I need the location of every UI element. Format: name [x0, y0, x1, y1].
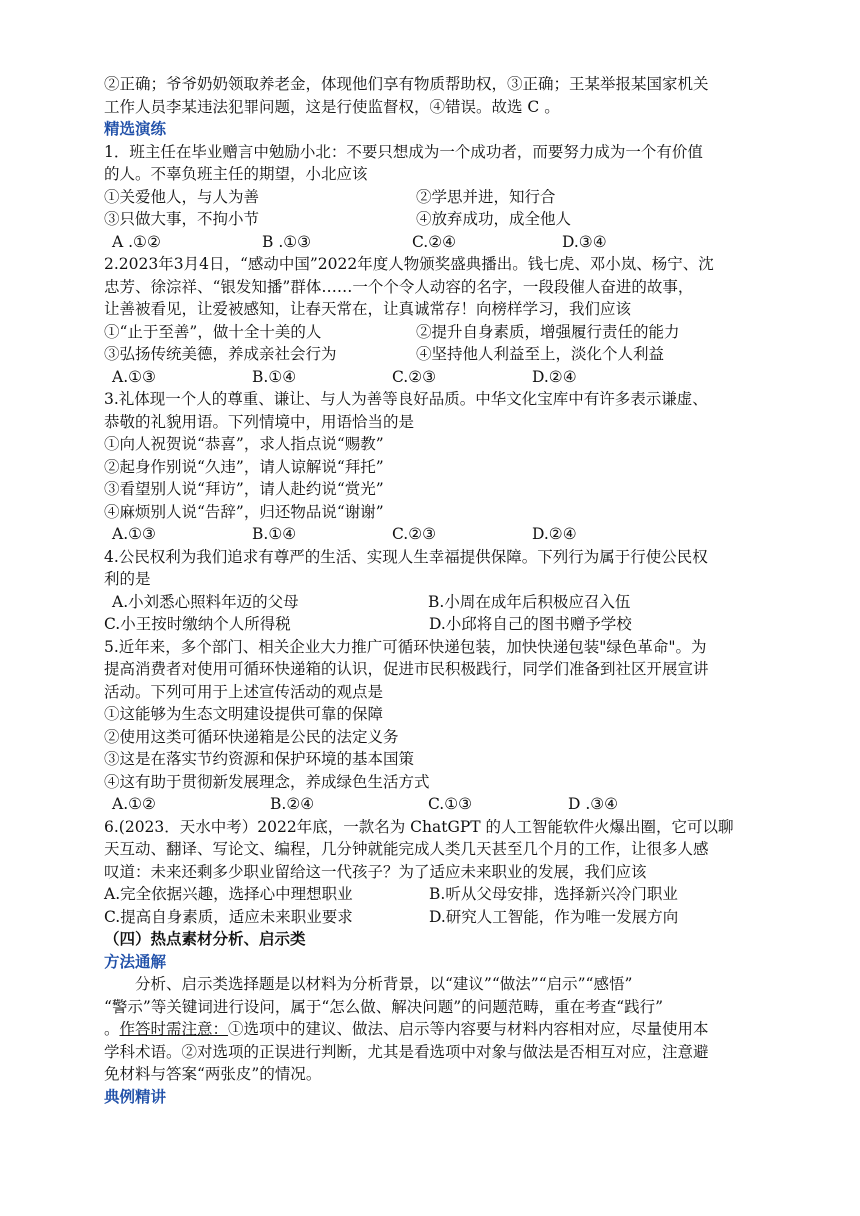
method-line-5: 免材料与答案“两张皮”的情况。 — [104, 1065, 322, 1083]
q4-stem-line-2: 利的是 — [104, 570, 151, 588]
q2-statement-3: ③弘扬传统美德，养成亲社会行为 — [104, 345, 337, 363]
q1-statement-3: ③只做大事，不拘小节 — [104, 210, 260, 228]
q6-choices-row-2 — [104, 906, 764, 929]
q1-statements-row-1 — [104, 186, 764, 209]
q3-statement-3: ③看望别人说“拜访”，请人赴约说“赏光” — [104, 480, 384, 498]
q1-choice-a: A .①② — [112, 232, 161, 251]
q5-choice-b: B.②④ — [270, 795, 315, 813]
method-line-1: 分析、启示类选择题是以材料为分析背景，以“建议”“做法”“启示”“感悟” — [135, 975, 633, 993]
intro-line-1: ②正确；爷爷奶奶领取养老金，体现他们享有物质帮助权，③正确；王某举报某国家机关 — [104, 75, 709, 93]
q3-choices — [104, 523, 764, 546]
q3-statement-2: ②起身作别说“久违”，请人谅解说“拜托” — [104, 457, 384, 476]
intro-line-2: 工作人员李某违法犯罪问题，这是行使监督权，④错误。故选 C 。 — [104, 97, 560, 116]
q6-choice-a: A.完全依据兴趣，选择心中理想职业 — [104, 885, 353, 903]
q2-statements-row-1 — [104, 321, 764, 344]
q1-stem-line-1: 1．班主任在毕业赠言中勉励小北：不要只想成为一个成功者，而要努力成为一个有价值 — [104, 142, 703, 161]
q6-stem-line-2: 天互动、翻译、写论文、编程，几分钟就能完成人类几天甚至几个月的工作，让很多人感 — [104, 840, 709, 858]
q4-choice-a: A.小刘悉心照料年迈的父母 — [112, 592, 299, 611]
q1-choice-c: C.②④ — [412, 232, 457, 251]
q5-stem-line-3: 活动。下列可用于上述宣传活动的观点是 — [104, 682, 384, 701]
q1-statement-4: ④放弃成功，成全他人 — [416, 210, 572, 228]
q1-choice-d: D.③④ — [562, 232, 607, 251]
document-page — [104, 73, 764, 1108]
q3-choice-c: C.②③ — [392, 525, 437, 543]
q2-choices — [104, 366, 764, 389]
method-line-3-prefix: 。 — [104, 1020, 120, 1038]
q3-choice-b: B.①④ — [252, 525, 297, 543]
q1-choices — [104, 231, 764, 254]
q5-choices — [104, 793, 764, 816]
q2-choice-b: B.①④ — [252, 367, 297, 386]
method-note-label: 作答时需注意： — [119, 1020, 229, 1038]
q2-statement-4: ④坚持他人利益至上，淡化个人利益 — [416, 345, 665, 363]
q2-choice-c: C.②③ — [392, 367, 437, 386]
method-line-3 — [104, 1018, 764, 1041]
q5-statement-1: ①这能够为生态文明建设提供可靠的保障 — [104, 705, 384, 723]
q6-choice-d: D.研究人工智能，作为唯一发展方向 — [429, 907, 679, 926]
section-heading-examples: 典例精讲 — [104, 1087, 167, 1106]
q2-statements-row-2 — [104, 343, 764, 366]
q2-statement-2: ②提升自身素质，增强履行责任的能力 — [416, 322, 680, 341]
q3-choice-d: D.②④ — [532, 525, 577, 543]
q6-stem-line-3: 叹道：未来还剩多少职业留给这一代孩子？为了适应未来职业的发展，我们应该 — [104, 862, 647, 881]
method-line-3-text: ①选项中的建议、做法、启示等内容要与材料内容相对应，尽量使用本 — [228, 1020, 709, 1038]
q4-choice-c: C.小王按时缴纳个人所得税 — [104, 615, 291, 633]
q5-choice-c: C.①③ — [428, 795, 473, 813]
q2-stem-line-1: 2.2023年3月4日，“感动中国”2022年度人物颁奖盛典播出。钱七虎、邓小岚、杨宁、沈 — [104, 255, 714, 273]
q3-choice-a: A.①③ — [112, 525, 156, 543]
q1-statement-2: ②学思并进，知行合 — [416, 187, 556, 206]
q6-choice-c: C.提高自身素质，适应未来职业要求 — [104, 907, 353, 926]
section-heading-method: 方法通解 — [104, 952, 167, 971]
q6-choices-row-1 — [104, 883, 764, 906]
q5-choice-a: A.①② — [112, 795, 156, 813]
q3-stem-line-1: 3.礼体现一个人的尊重、谦让、与人为善等良好品质。中华文化宝库中有许多表示谦虚、 — [104, 390, 708, 408]
q1-statements-row-2 — [104, 208, 764, 231]
q4-choice-b: B.小周在成年后积极应召入伍 — [428, 592, 631, 611]
method-line-2: “警示”等关键词进行设问，属于“怎么做、解决问题”的问题范畴，重在考查“践行” — [104, 997, 664, 1016]
q3-statement-1: ①向人祝贺说“恭喜”，求人指点说“赐教” — [104, 435, 384, 453]
q5-choice-d: D .③④ — [568, 795, 619, 813]
section-heading-practice: 精选演练 — [104, 120, 167, 138]
q5-statement-3: ③这是在落实节约资源和保护环境的基本国策 — [104, 750, 415, 768]
q4-stem-line-1: 4.公民权利为我们追求有尊严的生活、实现人生幸福提供保障。下列行为属于行使公民权 — [104, 547, 708, 566]
q2-statement-1: ①“止于至善”，做十全十美的人 — [104, 322, 322, 341]
q5-stem-line-2: 提高消费者对使用可循环快递箱的认识，促进市民积极践行，同学们准备到社区开展宣讲 — [104, 660, 709, 678]
q2-choice-d: D.②④ — [532, 367, 577, 386]
q2-stem-line-3: 让善被看见，让爱被感知，让春天常在，让真诚常存！向榜样学习，我们应该 — [104, 300, 632, 318]
q5-statement-4: ④这有助于贯彻新发展理念，养成绿色生活方式 — [104, 772, 430, 791]
section-4-title: （四）热点素材分析、启示类 — [104, 930, 306, 948]
q1-statement-1: ①关爱他人，与人为善 — [104, 187, 260, 206]
q5-stem-line-1: 5.近年来，多个部门、相关企业大力推广可循环快递包装，加快快递包装"绿色革命"。为 — [104, 637, 707, 656]
q4-choices-row-1 — [104, 591, 764, 614]
q2-stem-line-2: 忠芳、徐淙祥、“银发知播”群体……一个个令人动容的名字，一段段催人奋进的故事， — [104, 277, 694, 296]
q3-stem-line-2: 恭敬的礼貌用语。下列情境中，用语恰当的是 — [104, 412, 415, 431]
q3-statement-4: ④麻烦别人说“告辞”，归还物品说“谢谢” — [104, 502, 384, 521]
q1-choice-b: B .①③ — [262, 232, 312, 251]
q4-choice-d: D.小邱将自己的图书赠予学校 — [429, 615, 632, 633]
q1-stem-line-2: 的人。不辜负班主任的期望，小北应该 — [104, 165, 368, 183]
q6-stem-line-1: 6.(2023．天水中考）2022年底，一款名为 ChatGPT 的人工智能软件火爆出圈，它可以聊 — [104, 817, 734, 836]
q5-statement-2: ②使用这类可循环快递箱是公民的法定义务 — [104, 727, 399, 746]
q6-choice-b: B.听从父母安排，选择新兴冷门职业 — [429, 885, 678, 903]
q4-choices-row-2 — [104, 613, 764, 636]
q2-choice-a: A.①③ — [112, 367, 156, 386]
method-line-4: 学科术语。②对选项的正误进行判断，尤其是看选项中对象与做法是否相互对应，注意避 — [104, 1042, 709, 1061]
